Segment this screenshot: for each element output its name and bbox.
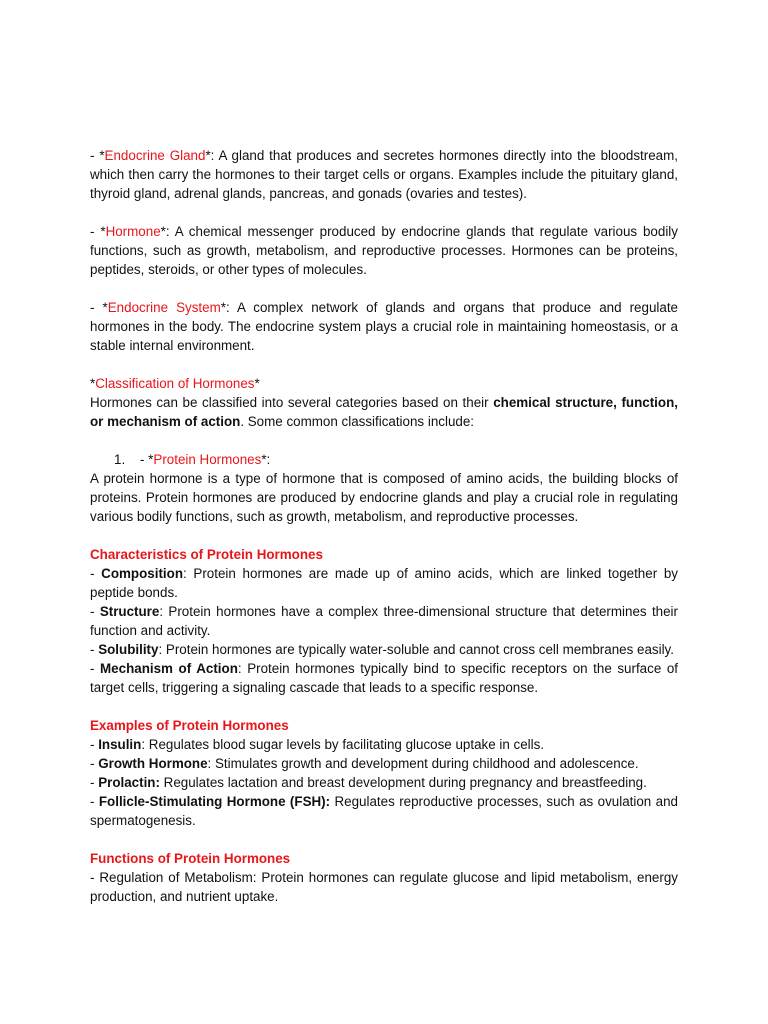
- definition-endocrine-gland: - *Endocrine Gland*: A gland that produces and secretes hormones directly into the bloodstream, which then carry the hormones to their target cells or organs. Examples include the pituitary gland, thyroid gland, adrenal glands, pancreas, and gonads (ovaries and testes).: [90, 148, 678, 201]
- list-item: - Regulation of Metabolism: Protein hormones can regulate glucose and lipid metabolism, energy production, and nutrient uptake.: [90, 870, 678, 904]
- list-item: - Prolactin: Regulates lactation and breast development during pregnancy and breastfeeding.: [90, 775, 647, 790]
- list-item: - Growth Hormone: Stimulates growth and development during childhood and adolescence.: [90, 756, 639, 771]
- classification-heading: *Classification of Hormones*: [90, 376, 260, 391]
- classification-intro: Hormones can be classified into several categories based on their chemical structure, function, or mechanism of action. Some common classifications include:: [90, 395, 678, 429]
- list-item: - Mechanism of Action: Protein hormones typically bind to specific receptors on the surface of target cells, triggering a signaling cascade that leads to a specific response.: [90, 661, 678, 695]
- list-item: - Composition: Protein hormones are made up of amino acids, which are linked together by peptide bonds.: [90, 566, 678, 600]
- examples-heading: Examples of Protein Hormones: [90, 718, 289, 733]
- term-hormone: Hormone: [105, 224, 161, 239]
- term-endocrine-gland: Endocrine Gland: [104, 148, 206, 163]
- list-item: - Insulin: Regulates blood sugar levels by facilitating glucose uptake in cells.: [90, 737, 545, 752]
- term-protein-hormones: Protein Hormones: [153, 452, 262, 467]
- term-endocrine-system: Endocrine System: [107, 300, 221, 315]
- functions-heading: Functions of Protein Hormones: [90, 851, 291, 866]
- numbered-item-protein-hormones: 1. - *Protein Hormones*:: [114, 452, 271, 467]
- list-item: - Structure: Protein hormones have a complex three-dimensional structure that determines their function and activity.: [90, 604, 678, 638]
- list-item: - Follicle-Stimulating Hormone (FSH): Regulates reproductive processes, such as ovulation and spermatogenesis.: [90, 794, 678, 828]
- protein-hormone-description: A protein hormone is a type of hormone that is composed of amino acids, the building blocks of proteins. Protein hormones are produced by endocrine glands and play a crucial role in regulating various bodily functions, such as growth, metabolism, and reproductive processes.: [90, 471, 678, 524]
- definition-hormone: - *Hormone*: A chemical messenger produced by endocrine glands that regulate various bodily functions, such as growth, metabolism, and reproductive processes. Hormones can be proteins, peptides, steroids, or other types of molecules.: [90, 224, 678, 277]
- characteristics-heading: Characteristics of Protein Hormones: [90, 547, 323, 562]
- list-item: - Solubility: Protein hormones are typically water-soluble and cannot cross cell membranes easily.: [90, 642, 674, 657]
- definition-endocrine-system: - *Endocrine System*: A complex network of glands and organs that produce and regulate hormones in the body. The endocrine system plays a crucial role in maintaining homeostasis, or a stable internal environment.: [90, 300, 678, 353]
- list-number: 1.: [114, 452, 126, 467]
